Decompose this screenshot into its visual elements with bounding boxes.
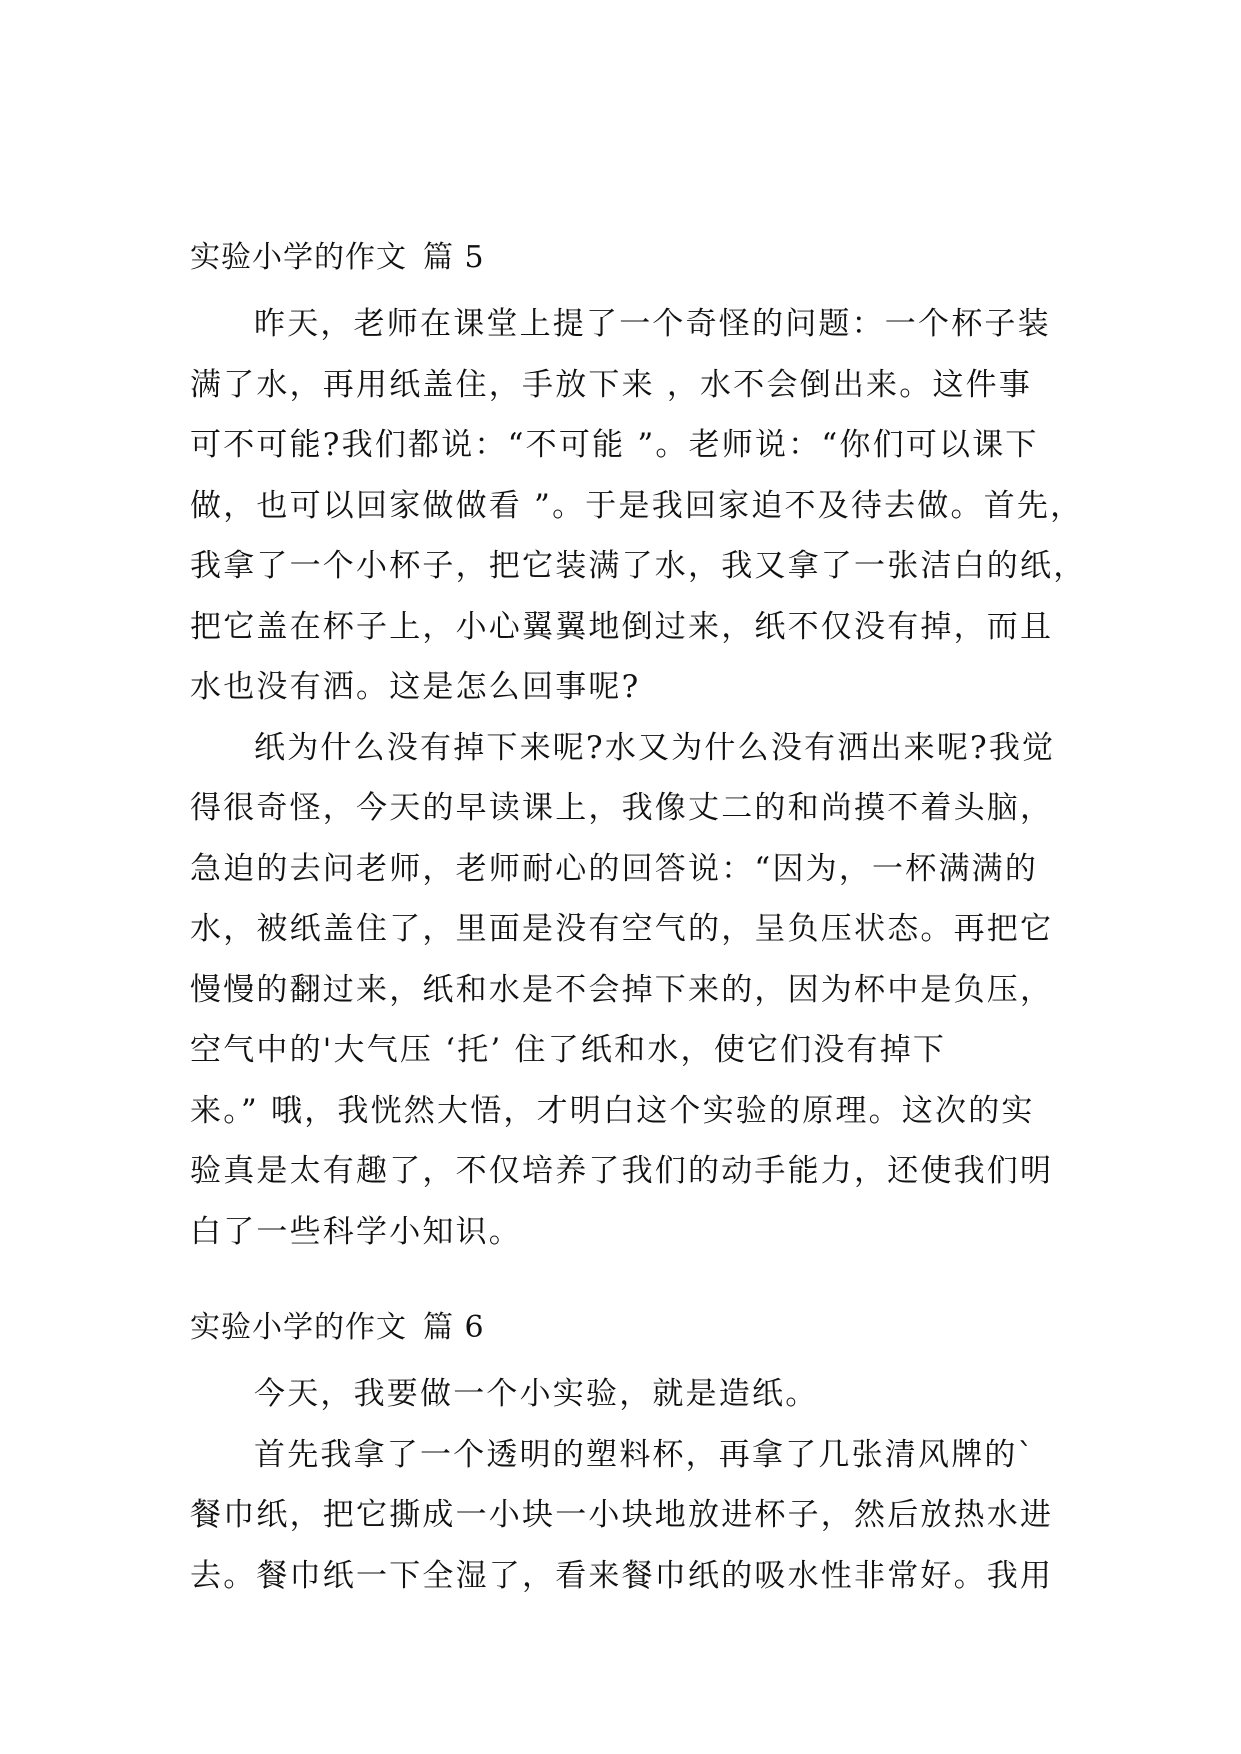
- text-line: 水，被纸盖住了，里面是没有空气的，呈负压状态。再把它: [190, 911, 1054, 947]
- text-line: 空气中的'大气压 ‘托’ 住了纸和水，使它们没有掉下: [190, 1032, 947, 1068]
- essay-title: [190, 232, 1060, 284]
- text-line: 水也没有洒。这是怎么回事呢?: [190, 669, 641, 705]
- paragraph: [190, 294, 1087, 718]
- text-line: 首先我拿了一个透明的塑料杯，再拿了几张清风牌的`: [254, 1436, 1036, 1473]
- text-line: 慢慢的翻过来，纸和水是不会掉下来的，因为杯中是负压，: [190, 971, 1054, 1008]
- text-line: 白了一些科学小知识。: [190, 1213, 522, 1250]
- text-line: 今天，我要做一个小实验，就是造纸。: [254, 1376, 819, 1412]
- essay-body: [190, 1364, 1060, 1606]
- text-line: 急迫的去问老师，老师耐心的回答说：“因为，一杯满满的: [190, 850, 1039, 887]
- text-line: 验真是太有趣了，不仅培养了我们的动手能力，还使我们明: [190, 1153, 1054, 1189]
- essay-title-text: 实验小学的作文: [190, 1310, 407, 1345]
- paragraph: [190, 718, 1060, 1263]
- text-line: 餐巾纸，把它撕成一小块一小块地放进杯子，然后放热水进: [190, 1497, 1054, 1533]
- text-line: 得很奇怪，今天的早读课上，我像丈二的和尚摸不着头脑，: [190, 790, 1054, 826]
- essay-title: [190, 1302, 1060, 1354]
- text-line: 可不可能?我们都说：“不可能 ”。老师说：“你们可以课下: [190, 427, 1039, 463]
- text-line: 把它盖在杯子上，小心翼翼地倒过来，纸不仅没有掉，而且: [190, 608, 1054, 645]
- text-line: 满了水，再用纸盖住，手放下来 ，水不会倒出来。这件事: [190, 366, 1033, 403]
- paragraph: [190, 1425, 1060, 1607]
- text-line: 做，也可以回家做做看 ”。于是我回家迫不及待去做。首先，: [190, 487, 1084, 524]
- text-line: 来。” 哦，我恍然大悟，才明白这个实验的原理。这次的实: [190, 1092, 1035, 1129]
- text-line: 去。餐巾纸一下全湿了，看来餐巾纸的吸水性非常好。我用: [190, 1557, 1054, 1594]
- essay-title-number: 篇 5: [423, 240, 485, 275]
- text-line: 纸为什么没有掉下来呢?水又为什么没有洒出来呢?我觉: [254, 729, 1056, 766]
- essay-body: [190, 294, 1087, 1262]
- essay-section-6: [190, 1302, 1060, 1606]
- paragraph: [190, 1364, 1060, 1425]
- essay-title-text: 实验小学的作文: [190, 240, 407, 275]
- essay-section-5: [190, 232, 1087, 1262]
- text-line: 昨天，老师在课堂上提了一个奇怪的问题：一个杯子装: [254, 306, 1051, 342]
- text-line: 我拿了一个小杯子，把它装满了水，我又拿了一张洁白的纸，: [190, 548, 1087, 584]
- essay-title-number: 篇 6: [423, 1310, 485, 1345]
